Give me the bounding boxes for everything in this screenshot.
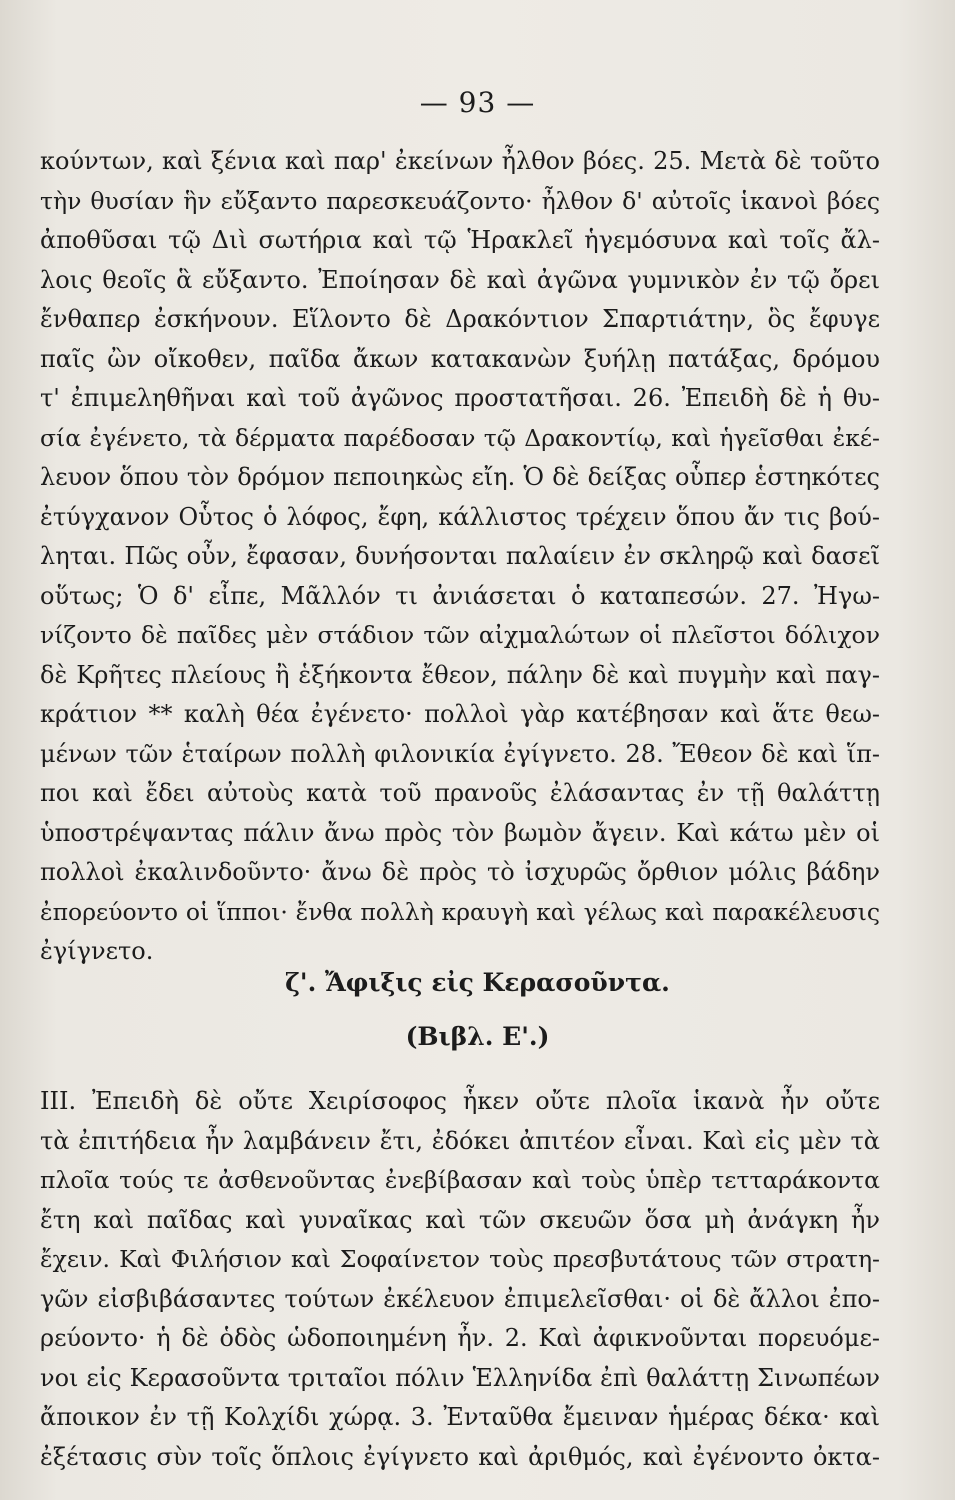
text-line: παῖς ὢν οἴκοθεν, παῖδα ἄκων κατακανὼν ξυήλῃ πατάξας, δρόμου — [40, 344, 880, 373]
text-line: ἐγίγνετο. — [40, 937, 154, 965]
text-line: ἀποθῦσαι τῷ Διὶ σωτήρια καὶ τῷ Ἡρακλεῖ ἡγεμόσυνα καὶ τοῖς ἄλ- — [40, 226, 880, 254]
text-line: ἔχειν. Καὶ Φιλήσιον καὶ Σοφαίνετον τοὺς πρεσβυτάτους τῶν στρατη- — [40, 1245, 880, 1273]
text-line: ληται. Πῶς οὖν, ἔφασαν, δυνήσονται παλαίειν ἐν σκληρῷ καὶ δασεῖ — [40, 542, 880, 570]
book-reference: (Βιβλ. Ε'.) — [405, 1022, 550, 1051]
paragraph-block-1 — [40, 142, 880, 972]
text-line: ἔνθαπερ ἐσκήνουν. Εἵλοντο δὲ Δρακόντιον Σπαρτιάτην, ὃς ἔφυγε — [40, 305, 880, 333]
text-line: τ' ἐπιμεληθῆναι καὶ τοῦ ἀγῶνος προστατῆσαι. 26. Ἐπειδὴ δὲ ἡ θυ- — [40, 384, 880, 412]
text-line: πολλοὶ ἐκαλινδοῦντο· ἄνω δὲ πρὸς τὸ ἰσχυρῶς ὄρθιον μόλις βάδην — [40, 858, 880, 886]
text-line: πλοῖα τούς τε ἀσθενοῦντας ἐνεβίβασαν καὶ τοὺς ὑπὲρ τετταράκοντα — [40, 1166, 880, 1194]
text-line: ρεύοντο· ἡ δὲ ὁδὸς ὡδοποιημένη ἦν. 2. Καὶ ἀφικνοῦνται πορευόμε- — [40, 1324, 880, 1352]
text-line: τὴν θυσίαν ἣν εὔξαντο παρεσκευάζοντο· ἦλθον δ' αὐτοῖς ἱκανοὶ βόες — [40, 186, 880, 215]
text-line: ἐπορεύοντο οἱ ἵπποι· ἔνθα πολλὴ κραυγὴ καὶ γέλως καὶ παρακέλευσις — [40, 897, 880, 926]
text-line: κράτιον ** καλὴ θέα ἐγένετο· πολλοὶ γὰρ κατέβησαν καὶ ἅτε θεω- — [40, 700, 880, 728]
text-line: ποι καὶ ἔδει αὐτοὺς κατὰ τοῦ πρανοῦς ἐλάσαντας ἐν τῇ θαλάττῃ — [40, 779, 880, 807]
section-heading: ζ'. Ἄφιξις εἰς Κερασοῦντα. — [285, 968, 670, 997]
text-line: δὲ Κρῆτες πλείους ἢ ἑξήκοντα ἔθεον, πάλην δὲ καὶ πυγμὴν καὶ παγ- — [40, 660, 880, 689]
text-line: σία ἐγένετο, τὰ δέρματα παρέδοσαν τῷ Δρακοντίῳ, καὶ ἡγεῖσθαι ἐκέ- — [40, 423, 880, 452]
text-line: νοι εἰς Κερασοῦντα τριταῖοι πόλιν Ἑλληνίδα ἐπὶ θαλάττῃ Σινωπέων — [40, 1363, 880, 1392]
text-line: III. Ἐπειδὴ δὲ οὔτε Χειρίσοφος ἧκεν οὔτε πλοῖα ἱκανὰ ἦν οὔτε — [40, 1087, 880, 1115]
text-line: λοις θεοῖς ἃ εὔξαντο. Ἐποίησαν δὲ καὶ ἀγῶνα γυμνικὸν ἐν τῷ ὄρει — [40, 265, 880, 294]
text-line: λευον ὅπου τὸν δρόμον πεποιηκὼς εἴη. Ὁ δὲ δείξας οὗπερ ἑστηκότες — [40, 463, 880, 491]
text-line: οὕτως; Ὁ δ' εἶπε, Μᾶλλόν τι ἀνιάσεται ὁ καταπεσών. 27. Ἠγω- — [40, 581, 880, 610]
text-line: τὰ ἐπιτήδεια ἦν λαμβάνειν ἔτι, ἐδόκει ἀπιτέον εἶναι. Καὶ εἰς μὲν τὰ — [40, 1126, 880, 1155]
text-line: ἐξέτασις σὺν τοῖς ὅπλοις ἐγίγνετο καὶ ἀριθμός, καὶ ἐγένοντο ὀκτα- — [40, 1442, 880, 1471]
text-line: ὑποστρέψαντας πάλιν ἄνω πρὸς τὸν βωμὸν ἄγειν. Καὶ κάτω μὲν οἱ — [40, 818, 880, 847]
text-line: μένων τῶν ἑταίρων πολλὴ φιλονικία ἐγίγνετο. 28. Ἔθεον δὲ καὶ ἵπ- — [40, 739, 880, 768]
text-line: γῶν εἰσβιβάσαντες τούτων ἐκέλευον ἐπιμελεῖσθαι· οἱ δὲ ἄλλοι ἐπο- — [40, 1284, 880, 1313]
text-line: νίζοντο δὲ παῖδες μὲν στάδιον τῶν αἰχμαλώτων οἱ πλεῖστοι δόλιχον — [40, 621, 880, 649]
text-line: κούντων, καὶ ξένια καὶ παρ' ἐκείνων ἦλθον βόες. 25. Μετὰ δὲ τοῦτο — [40, 147, 880, 175]
text-line: ἐτύγχανον Οὗτος ὁ λόφος, ἔφη, κάλλιστος τρέχειν ὅπου ἄν τις βού- — [40, 502, 880, 531]
text-line: ἔτη καὶ παῖδας καὶ γυναῖκας καὶ τῶν σκευῶν ὅσα μὴ ἀνάγκη ἦν — [40, 1205, 880, 1234]
page-number: — 93 — — [419, 86, 536, 119]
paragraph-block-2 — [40, 1082, 880, 1477]
text-line: ἄποικον ἐν τῇ Κολχίδι χώρᾳ. 3. Ἐνταῦθα ἔμειναν ἡμέρας δέκα· καὶ — [40, 1403, 880, 1431]
